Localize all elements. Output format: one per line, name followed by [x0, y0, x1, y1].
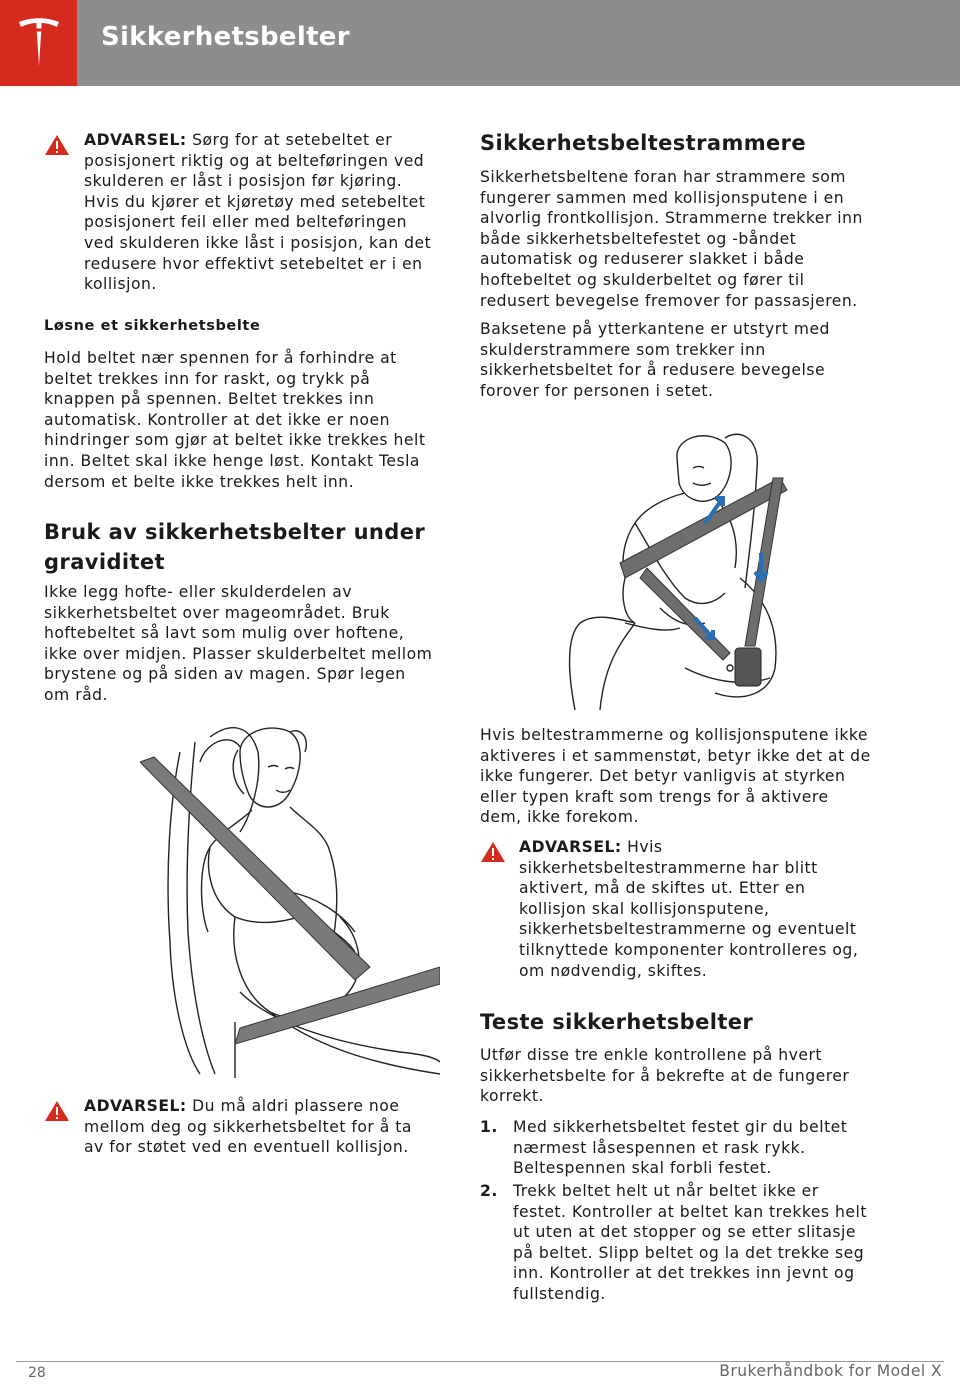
test-paragraph: [480, 1045, 880, 1107]
text-line: redusert bevegelse fremover for passasjeren.: [480, 291, 858, 310]
text-line: hoftebeltet og skulderbeltet og fører til: [480, 270, 805, 289]
warning-icon: [44, 133, 70, 157]
warning-text: Sørg for at setebeltet er: [186, 131, 393, 149]
warning-text: av for støtet ved en eventuell kollisjon.: [84, 1138, 409, 1157]
text-line: automatisk. Kontroller at det ikke er noen: [44, 410, 391, 429]
warning-text: Hvis: [621, 838, 663, 856]
text-line: Med sikkerhetsbeltet festet gir du beltet: [513, 1118, 848, 1136]
text-line: Trekk beltet helt ut når beltet ikke er: [513, 1182, 819, 1200]
text-line: forover for personen i setet.: [480, 381, 714, 400]
text-line: dem, ikke forekom.: [480, 808, 639, 827]
text-line: Utfør disse tre enkle kontrollene på hvert: [480, 1046, 823, 1064]
pregnancy-heading: [44, 517, 444, 577]
text-line: automatisk og reduserer slakket i både: [480, 250, 805, 269]
text-line: alvorlig frontkollisjon. Strammerne trekker inn: [480, 209, 863, 228]
warning-text: kollisjon.: [84, 275, 157, 294]
pretensioner-illustration: [565, 428, 825, 710]
text-line: både sikkerhetsbeltefestet og -båndet: [480, 229, 797, 248]
heading-line: graviditet: [44, 550, 165, 574]
text-line: hoftebeltet så lavt som mulig over hoftene,: [44, 624, 405, 643]
text-line: festet. Kontroller at beltet kan trekkes helt: [513, 1202, 867, 1221]
warning-text: om nødvendig, skiftes.: [519, 961, 708, 980]
text-line: Beltespennen skal forbli festet.: [513, 1159, 772, 1178]
deploy-paragraph: [480, 725, 880, 828]
warning-text: posisjonert riktig og at belteføringen ved: [84, 151, 425, 170]
text-line: ikke over midjen. Plasser skulderbeltet mellom: [44, 644, 433, 663]
text-line: Baksetene på ytterkantene er utstyrt med: [480, 320, 830, 338]
text-line: sikkerhetsbeltet over mageområdet. Bruk: [44, 603, 390, 622]
text-line: Hvis beltestrammerne og kollisjonsputene ikke: [480, 726, 868, 744]
pregnant-seatbelt-illustration: [140, 722, 440, 1078]
list-number: 1.: [480, 1118, 498, 1136]
release-paragraph: [44, 348, 444, 492]
release-heading: Løsne et sikkerhetsbelte: [44, 318, 261, 334]
rear-seat-paragraph: [480, 319, 880, 401]
warning-text: kollisjon skal kollisjonsputene,: [519, 899, 770, 918]
tesla-t-icon: [17, 16, 61, 70]
text-line: dersom et belte ikke trekkes helt inn.: [44, 472, 355, 491]
page-number: 28: [28, 1365, 46, 1381]
warning-text: redusere hvor effektivt setebeltet er i en: [84, 254, 423, 273]
text-line: eller typen kraft som trengs for å aktivere: [480, 787, 829, 806]
pretensioner-paragraph: [480, 167, 880, 311]
warning-text: mellom deg og sikkerhetsbeltet for å ta: [84, 1117, 412, 1136]
list-number: 2.: [480, 1182, 498, 1200]
text-line: om råd.: [44, 685, 109, 704]
warning-text: skulderen er låst i posisjon før kjøring.: [84, 172, 403, 191]
text-line: fullstendig.: [513, 1284, 606, 1303]
text-line: skulderstrammere som trekker inn: [480, 340, 766, 359]
warning-label: ADVARSEL:: [84, 131, 187, 149]
pregnancy-paragraph: [44, 582, 444, 706]
warning-text: Hvis du kjører et kjøretøy med setebeltet: [84, 192, 426, 211]
warning-text: aktivert, må de skiftes ut. Etter en: [519, 879, 806, 898]
manual-title: Brukerhåndbok for Model X: [719, 1362, 942, 1380]
warning-label: ADVARSEL:: [84, 1097, 187, 1115]
warning-text: sikkerhetsbeltestrammerne har blitt: [519, 858, 818, 877]
text-line: Hold beltet nær spennen for å forhindre at: [44, 349, 397, 367]
text-line: sikkerhetsbeltet for å redusere bevegelse: [480, 361, 826, 380]
warning-icon: [44, 1099, 70, 1123]
warning-replace-pretensioners: [480, 837, 880, 987]
text-line: ikke fungerer. Det betyr vanligvis at styrken: [480, 767, 846, 786]
text-line: korrekt.: [480, 1087, 544, 1106]
list-item: [480, 1117, 880, 1181]
text-line: inn. Kontroller at det trekkes inn jevnt og: [513, 1264, 855, 1283]
warning-text: ved skulderen ikke låst i posisjon, kan det: [84, 233, 432, 252]
warning-text: tilknyttede komponenter kontrolleres og,: [519, 940, 859, 959]
text-line: aktiveres i et sammenstøt, betyr ikke det at de: [480, 746, 871, 765]
test-heading: Teste sikkerhetsbelter: [480, 1010, 754, 1034]
text-line: fungerer sammen med kollisjonsputene i en: [480, 188, 845, 207]
text-line: inn. Beltet skal ikke henge løst. Kontakt Tesla: [44, 451, 420, 470]
warning-text: Du må aldri plassere noe: [186, 1097, 400, 1115]
warning-text: posisjonert feil eller med belteføringen: [84, 213, 407, 232]
text-line: brystene og på siden av magen. Spør legen: [44, 665, 406, 684]
text-line: knappen på spennen. Beltet trekkes inn: [44, 390, 375, 409]
pretensioner-heading: Sikkerhetsbeltestrammere: [480, 131, 807, 155]
warning-label: ADVARSEL:: [519, 838, 622, 856]
section-title: Sikkerhetsbelter: [101, 22, 350, 52]
heading-line: Bruk av sikkerhetsbelter under: [44, 520, 426, 544]
text-line: på beltet. Slipp beltet og la det trekke seg: [513, 1243, 865, 1262]
warning-icon: [480, 840, 506, 864]
text-line: nærmest låsespennen et rask rykk.: [513, 1138, 806, 1157]
text-line: Ikke legg hofte- eller skulderdelen av: [44, 583, 353, 601]
page-header: [0, 0, 960, 86]
warning-text: sikkerhetsbeltestrammerne og eventuelt: [519, 920, 857, 939]
list-item: [480, 1181, 880, 1311]
text-line: Sikkerhetsbeltene foran har strammere som: [480, 168, 846, 186]
warning-seatbelt-position: [44, 130, 440, 300]
tesla-logo: [0, 0, 77, 86]
text-line: ut uten at det stopper og se etter slitasje: [513, 1223, 856, 1242]
text-line: sikkerhetsbelte for å bekrefte at de fungerer: [480, 1066, 850, 1085]
text-line: hindringer som gjør at beltet ikke trekkes helt: [44, 431, 426, 450]
warning-nothing-between: [44, 1096, 440, 1166]
text-line: beltet trekkes inn for raskt, og trykk på: [44, 369, 371, 388]
